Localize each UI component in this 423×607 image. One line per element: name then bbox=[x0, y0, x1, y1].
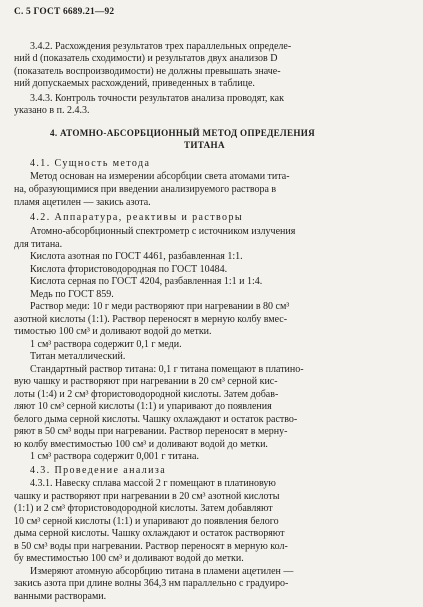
paragraph-line: указано в п. 2.4.3. bbox=[14, 105, 90, 117]
paragraph-line: (показатель воспроизводимости) не должны превышать значе- bbox=[14, 65, 281, 77]
paragraph-line: вую чашку и растворяют при нагревании в 20 см³ серной кис- bbox=[14, 376, 278, 388]
paragraph-line: Раствор меди: 10 г меди растворяют при нагревании в 80 см³ bbox=[30, 301, 290, 313]
paragraph-line: бу вместимостью 100 см³ и доливают водой до метки. bbox=[14, 553, 244, 565]
subsection-heading: 4.1. Сущность метода bbox=[30, 158, 151, 170]
paragraph-line: 4.3.1. Навеску сплава массой 2 г помещают в платиновую bbox=[30, 478, 276, 490]
page-header: С. 5 ГОСТ 6689.21—92 bbox=[14, 7, 115, 17]
paragraph-line: 3.4.2. Расхождения результатов трех параллельных определе- bbox=[30, 40, 292, 52]
paragraph-line: ний d (показатель сходимости) и результатов двух анализов D bbox=[14, 53, 278, 65]
paragraph-line: ний допускаемых расхождений, приведенных в таблице. bbox=[14, 78, 255, 90]
paragraph-line: Измеряют атомную абсорбцию титана в пламени ацетилен — bbox=[30, 565, 294, 577]
paragraph-line: Титан металлический. bbox=[30, 351, 126, 363]
paragraph-line: Стандартный раствор титана: 0,1 г титана помещают в платино- bbox=[30, 363, 304, 375]
paragraph-line: 1 см³ раствора содержит 0,001 г титана. bbox=[30, 451, 199, 463]
paragraph-line: в 50 см³ воды при нагревании. Раствор переносят в мерную кол- bbox=[14, 540, 288, 552]
paragraph-line: закись азота при длине волны 364,3 нм параллельно с градуиро- bbox=[14, 578, 289, 590]
paragraph-line: Метод основан на измерении абсорбции света атомами тита- bbox=[30, 171, 290, 183]
paragraph-line: 10 см³ серной кислоты (1:1) и упаривают до появления белого bbox=[14, 515, 279, 527]
paragraph-line: белого дыма серной кислоты. Чашку охлаждают и остаток раство- bbox=[14, 413, 298, 425]
paragraph-line: тимостью 100 см³ и доливают водой до метки. bbox=[14, 326, 212, 338]
paragraph-line: ю колбу вместимостью 100 см³ и доливают водой до метки. bbox=[14, 438, 268, 450]
paragraph-line: пламя ацетилен — закись азота. bbox=[14, 196, 151, 208]
paragraph-line: Атомно-абсорбционный спектрометр с источником излучения bbox=[30, 226, 296, 238]
paragraph-line: Кислота серная по ГОСТ 4204, разбавленная 1:1 и 1:4. bbox=[30, 276, 263, 288]
subsection-heading: 4.2. Аппаратура, реактивы и растворы bbox=[30, 211, 243, 223]
paragraph-line: ванными растворами. bbox=[14, 591, 107, 602]
paragraph-line: дыма серной кислоты. Чашку охлаждают и остаток растворяют bbox=[14, 528, 285, 540]
paragraph-line: на, образующимися при введении анализируемого раствора в bbox=[14, 184, 277, 195]
paragraph-line: Кислота азотная по ГОСТ 4461, разбавленная 1:1. bbox=[30, 251, 243, 263]
section-heading: ТИТАНА bbox=[184, 140, 225, 151]
paragraph-line: лоты (1:4) и 2 см³ фтористоводородной кислоты. Затем добав- bbox=[14, 388, 279, 400]
subsection-heading: 4.3. Проведение анализа bbox=[30, 464, 167, 476]
paragraph-line: (1:1) и 2 см³ фтористоводородной кислоты. Затем добавляют bbox=[14, 503, 273, 515]
paragraph-line: Медь по ГОСТ 859. bbox=[30, 288, 114, 300]
paragraph-line: 3.4.3. Контроль точности результатов анализа проводят, как bbox=[30, 92, 284, 104]
paragraph-line: ряют в 50 см³ воды при нагревании. Раствор переносят в мерну- bbox=[14, 426, 288, 438]
paragraph-line: чашку и растворяют при нагревании в 20 см³ азотной кислоты bbox=[14, 490, 280, 502]
section-heading: 4. АТОМНО-АБСОРБЦИОННЫЙ МЕТОД ОПРЕДЕЛЕНИЯ bbox=[50, 127, 316, 138]
paragraph-line: ляют 10 см³ серной кислоты (1:1) и упаривают до появления bbox=[14, 401, 272, 413]
paragraph-line: азотной кислоты (1:1). Раствор переносят в мерную колбу вмес- bbox=[14, 313, 288, 325]
paragraph-line: для титана. bbox=[14, 238, 63, 250]
paragraph-line: Кислота фтористоводородная по ГОСТ 10484. bbox=[30, 263, 228, 275]
paragraph-line: 1 см³ раствора содержит 0,1 г меди. bbox=[30, 338, 182, 350]
